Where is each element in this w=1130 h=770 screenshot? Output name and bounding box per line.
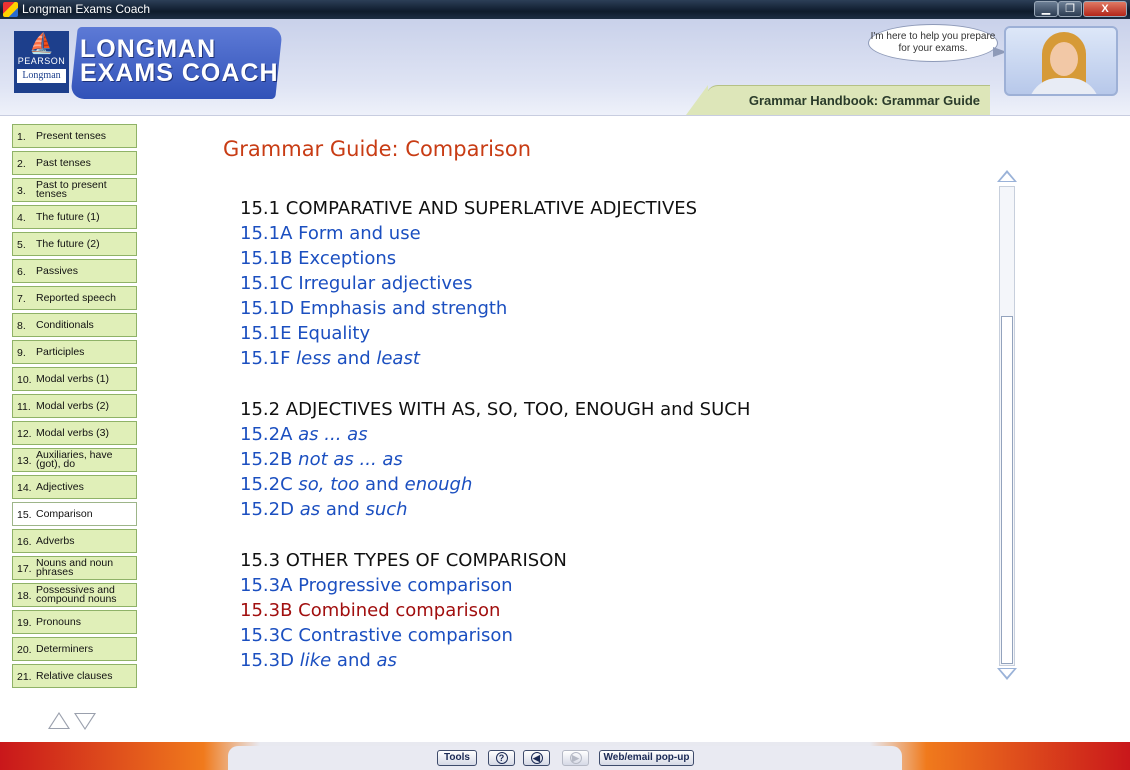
- sidebar-item[interactable]: [12, 421, 137, 445]
- minimize-button[interactable]: ▁: [1034, 1, 1058, 17]
- sidebar-item-label: Participles: [36, 346, 85, 358]
- ship-icon: ⛵: [29, 33, 54, 55]
- subsection-link[interactable]: [240, 472, 980, 497]
- sidebar-item[interactable]: [12, 313, 137, 337]
- sidebar-item-number: 4.: [17, 212, 26, 224]
- sidebar-item[interactable]: [12, 151, 137, 175]
- subsection-title: Emphasis and strength: [299, 298, 508, 319]
- subsection-title: Combined comparison: [298, 600, 501, 621]
- back-arrow-icon: ◀: [531, 752, 543, 764]
- topic-sidebar: [12, 124, 137, 691]
- subsection-link[interactable]: [240, 346, 980, 371]
- sidebar-item-label: Past tenses: [36, 157, 91, 169]
- section-spacer: [240, 522, 980, 548]
- sidebar-item[interactable]: [12, 232, 137, 256]
- sidebar-item-number: 1.: [17, 131, 26, 143]
- pearson-wordmark: PEARSON: [17, 56, 66, 66]
- subsection-connector: and: [336, 348, 371, 369]
- subsection-link[interactable]: [240, 497, 980, 522]
- sidebar-item-label: Nouns and noun phrases: [36, 557, 114, 578]
- sidebar-item-label: Modal verbs (1): [36, 373, 109, 385]
- help-button[interactable]: [488, 750, 515, 766]
- subsection-title: Progressive comparison: [298, 575, 513, 596]
- sidebar-item[interactable]: [12, 610, 137, 634]
- sidebar-item-number: 9.: [17, 347, 26, 359]
- window-title: Longman Exams Coach: [22, 2, 151, 16]
- sidebar-item-label: Determiners: [36, 643, 94, 655]
- sidebar-item-label: Modal verbs (3): [36, 427, 109, 439]
- subsection-link[interactable]: [240, 623, 980, 648]
- sidebar-item[interactable]: [12, 448, 137, 472]
- subsection-title: Irregular adjectives: [298, 273, 473, 294]
- subsection-title: Exceptions: [298, 248, 397, 269]
- section-title-tab: Grammar Handbook: Grammar Guide: [706, 85, 990, 115]
- bottom-toolbar: [0, 742, 1130, 770]
- subsection-link[interactable]: [240, 598, 980, 623]
- subsection-italic: as: [376, 650, 397, 671]
- sidebar-item[interactable]: [12, 529, 137, 553]
- sidebar-item-label: Pronouns: [36, 616, 81, 628]
- subsection-code: 15.1B: [240, 248, 293, 269]
- sidebar-item[interactable]: [12, 475, 137, 499]
- sidebar-item-label: Passives: [36, 265, 79, 277]
- subsection-italic: like: [299, 650, 332, 671]
- sidebar-item-label: Comparison: [36, 508, 93, 520]
- sidebar-item[interactable]: [12, 286, 137, 310]
- sidebar-item-label: Conditionals: [36, 319, 94, 331]
- subsection-link[interactable]: [240, 321, 980, 346]
- brand-line-1: LONGMAN: [80, 35, 217, 63]
- section-heading: 15.3 OTHER TYPES OF COMPARISON: [240, 550, 567, 571]
- sidebar-item-number: 3.: [17, 185, 26, 197]
- sidebar-item[interactable]: [12, 583, 137, 607]
- sidebar-item-label: Present tenses: [36, 130, 107, 142]
- subsection-code: 15.1A: [240, 223, 293, 244]
- sidebar-item-label: Possessives and compound nouns: [36, 584, 117, 605]
- subsection-connector: and: [325, 499, 360, 520]
- sidebar-scroll-arrows: [48, 712, 100, 732]
- subsection-title: Contrastive comparison: [298, 625, 513, 646]
- subsection-code: 15.1E: [240, 323, 292, 344]
- scroll-down-arrow-icon[interactable]: [997, 668, 1017, 684]
- sidebar-item[interactable]: [12, 124, 137, 148]
- section-spacer: [240, 371, 980, 397]
- sidebar-item-number: 12.: [17, 428, 32, 440]
- sidebar-item[interactable]: [12, 637, 137, 661]
- sidebar-item-number: 5.: [17, 239, 26, 251]
- sidebar-item-number: 14.: [17, 482, 32, 494]
- subsection-link[interactable]: [240, 221, 980, 246]
- sidebar-item-number: 21.: [17, 671, 32, 683]
- sidebar-item-number: 7.: [17, 293, 26, 305]
- sidebar-item-number: 15.: [17, 509, 32, 521]
- subsection-title: Form and use: [298, 223, 421, 244]
- subsection-italic: such: [365, 499, 408, 520]
- section-heading: 15.2 ADJECTIVES WITH AS, SO, TOO, ENOUGH and SUCH: [240, 399, 751, 420]
- coach-avatar: [1004, 26, 1118, 96]
- subsection-link[interactable]: [240, 422, 980, 447]
- subsection-link[interactable]: [240, 296, 980, 321]
- subsection-code: 15.3A: [240, 575, 293, 596]
- window-titlebar: [0, 0, 1130, 19]
- sidebar-item-label: Adverbs: [36, 535, 75, 547]
- sidebar-item-number: 11.: [17, 401, 31, 413]
- sidebar-down-arrow-icon[interactable]: [74, 713, 96, 730]
- sidebar-item-number: 16.: [17, 536, 32, 548]
- app-header: [0, 19, 1130, 116]
- subsection-italic: so, too: [298, 474, 360, 495]
- subsection-connector: and: [336, 650, 371, 671]
- section-heading: 15.1 COMPARATIVE AND SUPERLATIVE ADJECTIVES: [240, 198, 698, 219]
- sidebar-item-number: 19.: [17, 617, 32, 629]
- scrollbar-thumb[interactable]: [1001, 316, 1013, 664]
- subsection-code: 15.1F: [240, 348, 291, 369]
- sidebar-item[interactable]: [12, 502, 137, 526]
- brand-line-2: EXAMS COACH: [80, 59, 279, 87]
- app-icon: [3, 2, 18, 17]
- sidebar-item[interactable]: [12, 205, 137, 229]
- sidebar-item-number: 10.: [17, 374, 32, 386]
- help-icon: ?: [496, 752, 508, 764]
- sidebar-up-arrow-icon[interactable]: [48, 712, 70, 729]
- maximize-button[interactable]: ❐: [1058, 1, 1082, 17]
- sidebar-item-label: Auxiliaries, have (got), do: [36, 449, 113, 470]
- subsection-italic: as: [299, 499, 321, 520]
- sidebar-item[interactable]: [12, 340, 137, 364]
- subsection-code: 15.2B: [240, 449, 293, 470]
- subsection-code: 15.3D: [240, 650, 294, 671]
- tools-button[interactable]: Tools: [437, 750, 477, 766]
- subsection-link[interactable]: [240, 246, 980, 271]
- web-email-popup-button[interactable]: Web/email pop-up: [599, 750, 694, 766]
- subsection-italic: as ... as: [298, 424, 368, 445]
- subsection-code: 15.1C: [240, 273, 293, 294]
- subsection-italic: least: [376, 348, 420, 369]
- sidebar-item-label: Reported speech: [36, 292, 116, 304]
- subsection-connector: and: [365, 474, 399, 495]
- sidebar-item[interactable]: [12, 259, 137, 283]
- sidebar-item-number: 20.: [17, 644, 32, 656]
- subsection-code: 15.2C: [240, 474, 293, 495]
- sidebar-item-number: 2.: [17, 158, 26, 170]
- sidebar-item[interactable]: [12, 394, 137, 418]
- pearson-logo: [14, 31, 69, 93]
- subsection-link[interactable]: [240, 573, 980, 598]
- sidebar-item-label: Relative clauses: [36, 670, 113, 682]
- sidebar-item-label: Past to present tenses: [36, 179, 107, 200]
- subsection-italic: enough: [404, 474, 473, 495]
- sidebar-item-number: 8.: [17, 320, 26, 332]
- sidebar-item-label: Modal verbs (2): [36, 400, 109, 412]
- sidebar-item[interactable]: [12, 178, 137, 202]
- sidebar-item-number: 18.: [17, 590, 32, 602]
- sidebar-item[interactable]: [12, 556, 137, 580]
- subsection-link[interactable]: [240, 271, 980, 296]
- subsection-code: 15.1D: [240, 298, 294, 319]
- subsection-link[interactable]: [240, 447, 980, 472]
- subsection-code: 15.3C: [240, 625, 293, 646]
- subsection-title: Equality: [297, 323, 371, 344]
- page-title: Grammar Guide: Comparison: [223, 137, 532, 161]
- sidebar-item-label: Adjectives: [36, 481, 84, 493]
- sidebar-item[interactable]: [12, 367, 137, 391]
- subsection-italic: less: [296, 348, 332, 369]
- contents-list: [240, 196, 980, 673]
- sidebar-item-number: 13.: [17, 455, 32, 467]
- subsection-code: 15.2A: [240, 424, 293, 445]
- back-button[interactable]: [523, 750, 550, 766]
- forward-arrow-icon: ▶: [570, 752, 582, 764]
- sidebar-item-label: The future (1): [36, 211, 100, 223]
- subsection-code: 15.2D: [240, 499, 294, 520]
- sidebar-item-number: 6.: [17, 266, 26, 278]
- subsection-italic: not as ... as: [298, 449, 403, 470]
- subsection-link[interactable]: [240, 648, 980, 673]
- subsection-code: 15.3B: [240, 600, 293, 621]
- sidebar-item-number: 17.: [17, 563, 32, 575]
- coach-speech-bubble: I'm here to help you prepare for your exams.: [868, 24, 998, 62]
- longman-wordmark: Longman: [17, 69, 66, 83]
- sidebar-item[interactable]: [12, 664, 137, 688]
- forward-button[interactable]: [562, 750, 589, 766]
- close-button[interactable]: X: [1083, 1, 1127, 17]
- sidebar-item-label: The future (2): [36, 238, 100, 250]
- scroll-up-arrow-icon[interactable]: [997, 170, 1017, 186]
- brand-title: [80, 37, 290, 85]
